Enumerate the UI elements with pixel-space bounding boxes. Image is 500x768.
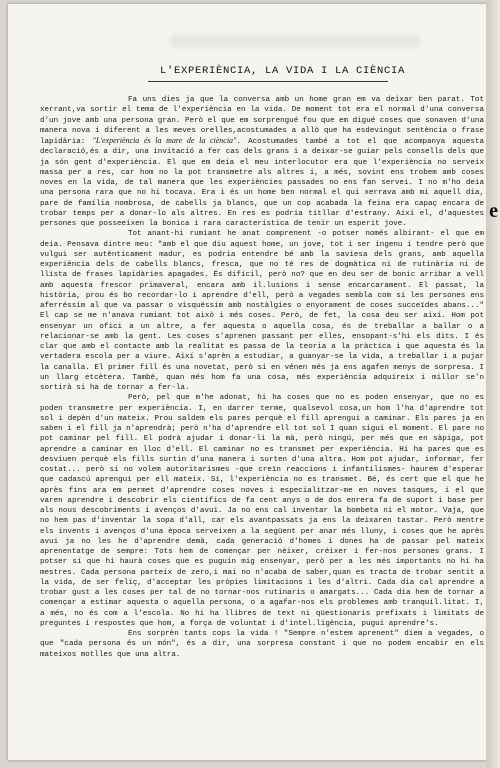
paragraph-text: Ens sorprèn tants cops la vida ! "Sempre n'estem aprenent" diem a vegades, o que "cada persona és un món", és a dir, una sorpresa constant i que no podem encabir en els mateixos motlles que una altra. [40, 630, 484, 659]
paragraph-text: Però, pel que m'he adonat, hi ha coses que no es poden ensenyar, que no es poden transmetre per experiència. I, en darrer terme, qualsevol cosa,un hom l'ha d'aprendre tot sol i depèn d'un mateix. Prou saldem els pares perquè el fill aprengui a caminar. Els pares ja en saben i el fill ja n'aprendrà; però n'ha d'aprendre ell tot sol I quan sigui el moment. El pare no pot caminar pel fill. El podrà ajudar i donar-li la mà, però ningú, per més que en sàpiga, pot aprendre a caminar en lloc d'ell. El caminar no es transmet per experiència. Hi ha pares que es desviuen perquè els fills surtin d'una manera i surten d'una altra. Hom pot ajudar, informar, fer costat... però si no volem autoritarismes -que creïn reaccions i infantilismes- haurem d'esperar que cadascú aprengui per ell mateix. Sí, l'experiència no es transmet. Bé, és cert que el que he après fins ara em permet d'aprendre coses noves i especialitzar-me en noves tasques, i el que varen aprendre i descobrir els científics de fa cent anys o de dos enrera fa de suport i base per als nous descobriments i avenços d'avui. Ja no ens cal inventar la bombeta ni el motor. Vaja, que no hem pas d'inventar la sopa d'all, car els avantpassats ja ens la deixaren tastar. Però mentre els invents i avenços d'una època serveixen a la següent per anar més lluny, i coses que he après avui ja no les he d'aprendre demà, cada generació d'homes i dones ha de passar pel mateix aprenentatge de sempre: Tots hem de començar per néixer, créixer i fer-nos persones grans. I potser sí que hi haurà coses que es puguin mig ensenyar, però per a les més importants no hi ha mestres. Cada persona parteix de zero,i mai no n'acaba de saber,quan es tracta de trobar sentit a la vida, de ser feliç, d'acceptar les pròpies limitacions i les d'altri. Cada dia cal aprendre a trobar gust a les coses per tal de no tornar-nos rutinaris o amargats... Cada dia hem de tornar a començar a estimar aquesta o aquella persona, o a agafar-nos els problemes amb tranquil.litat. I, a més, no és com a l'escola. No hi ha llibres de text ni qüestionaris prefixats i limitats de preguntes i respostes que hom, a força de voluntat i d'intel.ligència, pugui aprendre's. [40, 394, 484, 628]
next-page-fragment: e [489, 200, 498, 222]
quoted-saying: "L'experiència és la mare de la ciència" [92, 136, 237, 145]
paragraph [40, 229, 484, 393]
article-title: L'EXPERIÈNCIA, LA VIDA I LA CIÈNCIA [160, 65, 406, 77]
title-underline [148, 81, 388, 82]
document-page [8, 4, 486, 760]
paragraph-text: Tot anant-hi rumiant he anat comprenent -o potser només albirant- el que em deia. Pensava dintre meu: "amb el que diu aquest home, un jove, tot i ser ingenu i tendre però que vulgui ser autènticament madur, es podria entendre bé amb la saviesa dels grans, amb aquella experiència dels de cabells blancs, fresca, que no té res de dogmàtica ni de rutinària ni de llista de frases lapidàries apagades. És difícil, però no? que en deu ser de bonic arribar a vell amb aquesta frescor primaveral, encara amb il.lusions i sense encarcarament. El passat, la història, prou és bo recordar-lo i aprendre d'ell, però a vegades sembla com si les persones ens aferréssim al que va passar o visquéssim amb nostàlgies o enyorament de coses succeïdes abans..." El cap se me n'anava rumiant tot això i més coses. Però, de fet, la cosa deu ser així. Hom pot ensenyar un ofici a un altre, a fer aquesta o aquella cosa, és de treballar a ballar o a relacionar-se amb la gent. Les coses s'aprenen passant per elles, ensopant-s'hi els dits. I és clar que amb el contacte amb la realitat es passa de la teoria a la pràctica i que aquesta és la vertadera escola per a viure. Així s'aprèn a estudiar, a guanyar-se la vida, a treballar i a pujar la canalla. El primer fill és una novetat, però si en vénen més ja ens agafen menys de sorpresa. I un llarg etcètera. També, quan més hom fa una cosa, més experiència adquireix i millor se'n sortirà si ha de tornar a fer-la. [40, 230, 484, 392]
paper-smudge [170, 34, 420, 48]
paragraph [40, 629, 484, 660]
article-body [40, 95, 484, 660]
paragraph-text: Fa uns dies ja que la conversa amb un home gran em va deixar ben parat. Tot xerrant,va sortir el tema de l'experiència en la vida. De moment tot era el normal d'una conversa d'un jove amb una persona gran. Però el que em sorprengué fou que em digué coses que sonaven d'una manera nova i diferent a les meves orelles,acostumades a allò que ha esdevingut sentència o frase lapidària: [40, 96, 484, 146]
next-page-edge [486, 0, 500, 768]
paragraph [40, 95, 484, 229]
paragraph [40, 393, 484, 629]
paragraph-text: . Acostumades també a tot el que acompanya aquesta declaració,és a dir, una invitació a fer cas dels grans i a deixar-se guiar pels consells dels que ja són gent d'experiència. El que em deia el meu interlocutor era que l'experiència no serveix massa per a res, car hom no la pot transmetre als altres i, a més, sovint ens trobem amb coses noves en la vida, de tal manera que les experiències passades no ens fan servei. I no m'ho deia una persona rara que no hi tocava. Era i és un home ben normal el qui xerrava amb mi aquell dia, pare de família nombrosa, de cabells ja blancs, que un cop acabada la feina era capaç encara de trobar temps per a donar-lo als altres. En res es podria titllar d'estrany. Així el, d'aquestes persones que posseeixen la bonica i rara característica de tenir un esperit jove. [40, 138, 484, 228]
